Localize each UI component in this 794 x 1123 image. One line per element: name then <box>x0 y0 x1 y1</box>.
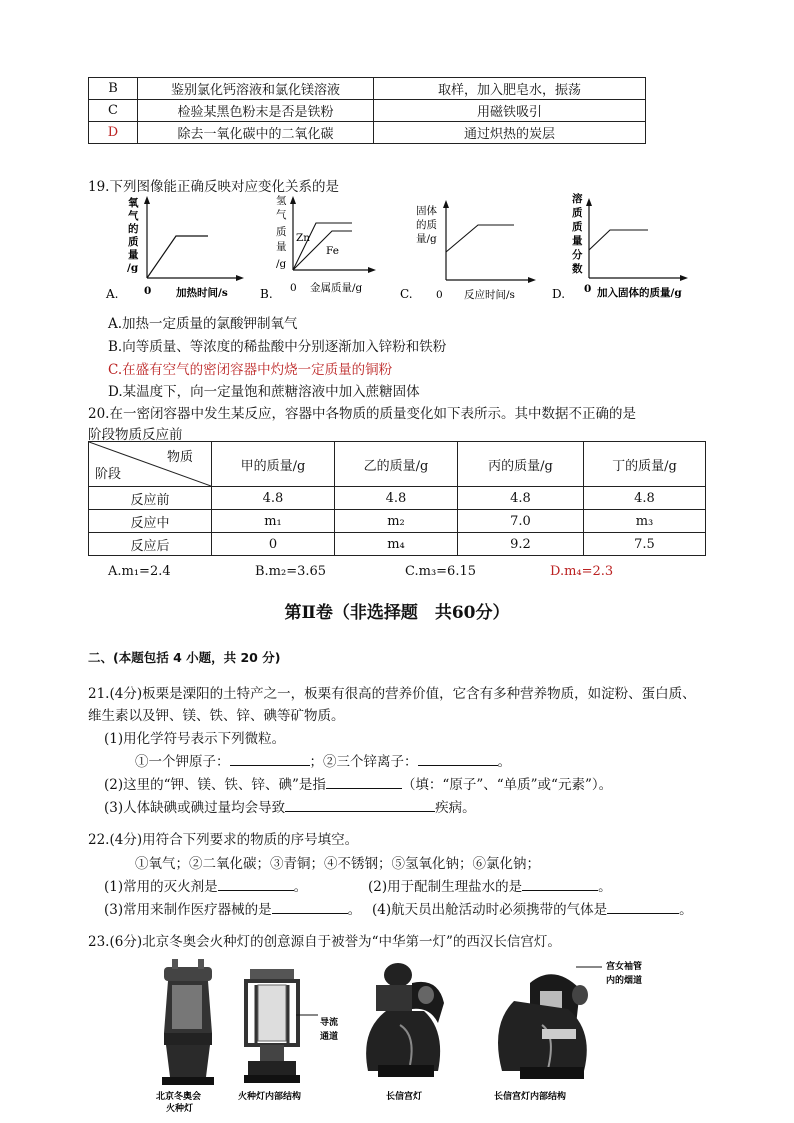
graph-ylabel <box>276 194 287 270</box>
graph-ylabel <box>416 204 437 245</box>
table-row <box>89 487 706 510</box>
q19-option-c <box>108 358 392 378</box>
table-row <box>89 78 646 100</box>
ylabel-char: 质 <box>572 207 583 219</box>
graph-letter: D. <box>552 287 566 301</box>
curve <box>589 230 648 250</box>
ylabel-char: 数 <box>572 263 583 275</box>
row-desc: 检验某黑色粉末是否是铁粉 <box>138 100 374 122</box>
ylabel-char: 分 <box>572 249 583 261</box>
q22-period: 。 <box>598 879 612 895</box>
answer-blank[interactable] <box>326 774 402 789</box>
q20-option-a: A.m₁=2.4 <box>108 564 171 579</box>
q22-period: 。 <box>347 902 362 918</box>
table-row <box>89 533 706 556</box>
answer-blank[interactable] <box>230 751 310 766</box>
fig-label: 内的烟道 <box>606 976 643 986</box>
table-header-row <box>89 442 706 487</box>
q22-period: 。 <box>679 902 693 918</box>
q19-option-a: A.加热一定质量的氯酸钾制氧气 <box>108 316 298 332</box>
fig-label: 北京冬奥会 <box>156 1092 202 1102</box>
q19-option-c-text: C.在盛有空气的密闭容器中灼烧一定质量的铜粉 <box>108 362 393 378</box>
answer-blank[interactable] <box>285 797 435 812</box>
header-cell: 乙的质量/g <box>335 442 458 487</box>
row-desc: 鉴别氯化钙溶液和氯化镁溶液 <box>138 78 374 100</box>
y-arrow <box>586 198 592 206</box>
curve <box>147 236 208 278</box>
q19-option-b: B.向等质量、等浓度的稀盐酸中分别逐渐加入锌粉和铁粉 <box>108 339 447 355</box>
q21-sub-1-end: 。 <box>497 754 511 770</box>
ylabel-char: 质 <box>128 236 139 248</box>
line-label-zn: Zn <box>296 232 311 244</box>
q21-sub-3b: 疾病。 <box>435 800 476 816</box>
graph-xlabel: 反应时间/s <box>464 289 515 301</box>
q20-option-b: B.m₂=3.65 <box>255 564 327 579</box>
fig-label: 通道 <box>320 1032 339 1042</box>
torch-structure-image <box>244 969 318 1083</box>
ylabel-char: 质 <box>572 221 583 233</box>
x-arrow <box>680 275 688 281</box>
palace-lamp-image <box>366 963 444 1077</box>
q21-sub-3 <box>104 796 476 816</box>
q21-sub-2a: (2)这里的“钾、镁、铁、锌、碘”是指 <box>104 777 326 793</box>
header-cell: 丙的质量/g <box>458 442 584 487</box>
corner-bottom: 阶段 <box>95 467 122 482</box>
corner-cell <box>89 442 212 487</box>
table-row <box>89 122 646 144</box>
graph-xlabel: 金属质量/g <box>310 282 363 294</box>
q22-sub-1-text: (1)常用的灭火剂是 <box>104 879 218 895</box>
graph-ylabel <box>127 196 139 274</box>
origin: 0 <box>436 289 443 301</box>
row-label: C <box>89 100 138 122</box>
value-cell: 0 <box>212 533 335 556</box>
value-cell: m₃ <box>584 510 706 533</box>
x-arrow <box>528 277 536 283</box>
table-row <box>89 510 706 533</box>
ylabel-char: 质 <box>276 226 287 238</box>
y-arrow <box>443 200 449 208</box>
x-arrow <box>368 267 376 273</box>
value-cell: 4.8 <box>584 487 706 510</box>
q22-period: 。 <box>293 879 308 895</box>
row-label: B <box>89 78 138 100</box>
q21-sub-1a: ①一个钾原子： <box>135 754 230 770</box>
mass-table <box>88 441 706 556</box>
q20-option-c: C.m₃=6.15 <box>405 564 476 579</box>
value-cell: 4.8 <box>458 487 584 510</box>
graph-letter: B. <box>260 287 273 301</box>
q19-graphs <box>100 190 710 305</box>
ylabel-char: 溶 <box>572 193 583 205</box>
ylabel-char: /g <box>127 262 139 274</box>
stage-cell: 反应中 <box>89 510 212 533</box>
ylabel-char: 的 <box>128 223 139 235</box>
table-row <box>89 100 646 122</box>
y-arrow <box>290 196 296 204</box>
q21-stem-1: 21.(4分)板栗是溧阳的土特产之一，板栗有很高的营养价值，它含有多种营养物质，如淀粉、蛋白质、 <box>88 686 696 702</box>
q19-stem: 19.下列图像能正确反映对应变化关系的是 <box>88 179 339 195</box>
x-arrow <box>236 275 244 281</box>
experiment-table <box>88 77 646 144</box>
q21-stem-2: 维生素以及钾、镁、铁、锌、碘等矿物质。 <box>88 708 345 724</box>
fig-label: 宫女袖管 <box>606 962 643 972</box>
q22-stem: 22.(4分)用符合下列要求的物质的序号填空。 <box>88 832 359 848</box>
q21-sub-3a: (3)人体缺碘或碘过量均会导致 <box>104 800 286 816</box>
curve <box>446 225 514 252</box>
q22-sub-3 <box>104 898 361 918</box>
torch-lamp-image <box>162 959 214 1085</box>
origin: 0 <box>144 285 152 297</box>
graph-b <box>260 194 376 301</box>
fig-label: 长信宫灯 <box>386 1092 423 1102</box>
q23-stem: 23.(6分)北京冬奥会火种灯的创意源自于被誉为“中华第一灯”的西汉长信宫灯。 <box>88 934 561 950</box>
q19-option-d: D.某温度下，向一定量饱和蔗糖溶液中加入蔗糖固体 <box>108 384 420 400</box>
ylabel-char: 气 <box>128 210 139 222</box>
ylabel-char: 气 <box>276 209 287 221</box>
graph-a <box>105 196 244 301</box>
value-cell: 9.2 <box>458 533 584 556</box>
row-desc: 除去一氧化碳中的二氧化碳 <box>138 122 374 144</box>
q22-sub-3-text: (3)常用来制作医疗器械的是 <box>104 902 272 918</box>
answer-blank[interactable] <box>607 899 679 914</box>
graph-d <box>552 192 688 301</box>
q20-stem: 20.在一密闭容器中发生某反应，容器中各物质的质量变化如下表所示。其中数据不正确的是 <box>88 406 636 422</box>
graph-c <box>400 200 536 301</box>
q22-sub-1 <box>104 875 307 895</box>
ylabel-char: 氢 <box>276 195 287 207</box>
ylabel-char: 量 <box>276 241 287 253</box>
fig-label: 长信宫灯内部结构 <box>494 1092 567 1102</box>
answer-blank[interactable] <box>418 751 498 766</box>
corner-top: 物质 <box>166 450 193 465</box>
q22-items: ①氧气；②二氧化碳；③青铜；④不锈钢；⑤氢氧化钠；⑥氯化钠； <box>135 856 540 872</box>
q22-sub-2 <box>368 875 612 895</box>
fig-label: 火种灯 <box>166 1104 194 1114</box>
q20-caption: 阶段物质反应前 <box>88 427 183 443</box>
row-method: 取样，加入肥皂水，振荡 <box>374 78 646 100</box>
value-cell: 7.0 <box>458 510 584 533</box>
part2-title: 第Ⅱ卷（非选择题 共60分） <box>284 603 510 623</box>
line-label-fe: Fe <box>326 245 339 257</box>
q20-option-d-text: D.m₄=2.3 <box>550 564 614 579</box>
row-method: 用磁铁吸引 <box>374 100 646 122</box>
q21-sub-2 <box>104 773 612 793</box>
ylabel-char: 量 <box>572 235 583 247</box>
origin: 0 <box>290 282 297 294</box>
ylabel-char: 的质 <box>416 219 437 231</box>
header-cell: 甲的质量/g <box>212 442 335 487</box>
fig-label: 火种灯内部结构 <box>238 1092 302 1102</box>
ylabel-char: 量 <box>128 249 139 261</box>
q22-sub-4-text: (4)航天员出舱活动时必须携带的气体是 <box>372 902 608 918</box>
answer-blank[interactable] <box>272 899 348 914</box>
row-method: 通过炽热的炭层 <box>374 122 646 144</box>
value-cell: m₄ <box>335 533 458 556</box>
lamp-figures <box>150 955 710 1115</box>
origin: 0 <box>584 283 592 295</box>
graph-letter: C. <box>400 287 413 301</box>
header-cell: 丁的质量/g <box>584 442 706 487</box>
section-heading: 二、(本题包括 4 小题，共 20 分) <box>88 650 281 665</box>
graph-xlabel: 加入固体的质量/g <box>597 287 682 299</box>
q20-option-d <box>550 564 613 579</box>
graph-ylabel <box>571 192 583 275</box>
value-cell: 4.8 <box>335 487 458 510</box>
q21-sub-2b: （填：“原子”、“单质”或“元素”）。 <box>401 777 613 793</box>
stage-cell: 反应前 <box>89 487 212 510</box>
answer-blank[interactable] <box>218 876 294 891</box>
value-cell: m₂ <box>335 510 458 533</box>
answer-blank[interactable] <box>522 876 598 891</box>
q21-sub-1-line <box>135 750 511 770</box>
q22-sub-4 <box>372 898 693 918</box>
ylabel-char: 固体 <box>416 205 437 217</box>
fig-label: 导流 <box>320 1018 339 1028</box>
ylabel-char: 氧 <box>128 197 139 209</box>
ylabel-char: 量/g <box>416 233 437 245</box>
graph-letter: A. <box>106 287 119 301</box>
q21-sub-1b: ；②三个锌离子： <box>309 754 418 770</box>
q22-sub-2-text: (2)用于配制生理盐水的是 <box>368 879 523 895</box>
value-cell: 7.5 <box>584 533 706 556</box>
graph-xlabel: 加热时间/s <box>176 287 228 299</box>
curve-zn <box>293 223 352 270</box>
ylabel-char: /g <box>276 258 287 270</box>
value-cell: 4.8 <box>212 487 335 510</box>
q21-sub-1: (1)用化学符号表示下列微粒。 <box>104 731 286 747</box>
value-cell: m₁ <box>212 510 335 533</box>
row-label: D <box>89 122 138 144</box>
y-arrow <box>144 196 150 204</box>
stage-cell: 反应后 <box>89 533 212 556</box>
palace-structure-image <box>498 967 602 1079</box>
